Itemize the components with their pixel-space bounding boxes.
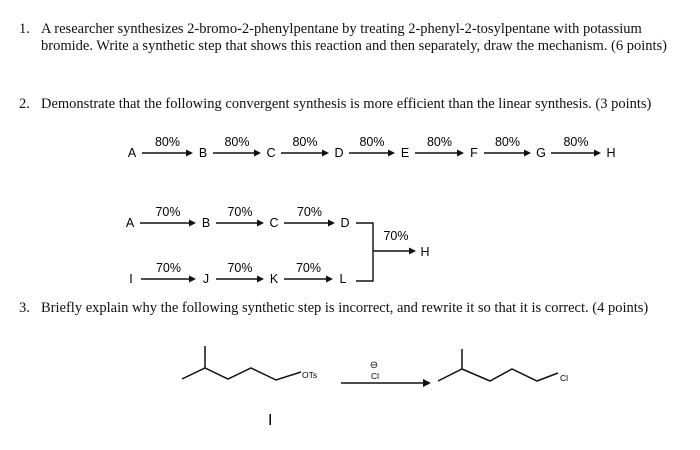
linear-yield-7: 80% (563, 135, 589, 149)
product-skeleton (438, 369, 558, 381)
linear-compound-F: F (470, 146, 478, 160)
convergent-branch2-yield-1: 70% (155, 261, 182, 275)
linear-arrow-1-head (186, 150, 193, 157)
linear-arrow-2-head (254, 150, 261, 157)
linear-compound-C: C (266, 146, 276, 160)
convergent-branch2-arrow-3-head (326, 276, 333, 283)
linear-synthesis-scheme (128, 135, 616, 160)
convergent-branch1-arrow-3-head (328, 220, 335, 227)
question-1-number: 1. (19, 21, 30, 37)
convergent-branch1-yield-3: 70% (296, 205, 323, 219)
convergent-branch1-yield-1: 70% (155, 205, 181, 219)
compound-label: I (268, 412, 273, 429)
convergent-branch2-compound-I: I (129, 272, 133, 286)
linear-compound-H: H (606, 146, 616, 160)
linear-compound-B: B (198, 146, 208, 160)
linear-compound-E: E (400, 146, 410, 160)
convergent-branch2-arrow-2-head (257, 276, 264, 283)
linear-yield-5: 80% (426, 135, 453, 149)
convergent-branch2-yield-3: 70% (295, 261, 322, 275)
question-2-number: 2. (19, 96, 30, 112)
convergent-synthesis-scheme (126, 205, 430, 286)
linear-yield-2: 80% (224, 135, 250, 149)
convergent-final-yield: 70% (383, 229, 409, 243)
convergent-branch1-arrow-1-head (189, 220, 196, 227)
linear-yield-1: 80% (154, 135, 181, 149)
reaction-scheme (182, 346, 568, 429)
convergent-branch2-compound-K: K (269, 272, 279, 286)
convergent-branch2-compound-L: L (339, 272, 347, 286)
linear-yield-4: 80% (359, 135, 385, 149)
linear-compound-A: A (127, 146, 137, 160)
starting-material-skeleton (182, 368, 301, 380)
linear-compound-D: D (334, 146, 344, 160)
reagent-charge: ⊖ (369, 360, 379, 371)
linear-arrow-5-head (457, 150, 464, 157)
question-3-text: Briefly explain why the following synthetic step is incorrect, and rewrite it so that it is correct. (4 points) (41, 300, 649, 316)
product-substituent-label: Cl (560, 373, 569, 383)
convergent-branch2-yield-2: 70% (227, 261, 253, 275)
convergent-product-H: H (420, 245, 430, 259)
convergent-final-arrow-head (409, 248, 416, 255)
question-3-number: 3. (19, 300, 30, 316)
linear-arrow-4-head (388, 150, 395, 157)
convergent-branch1-compound-D: D (340, 216, 350, 230)
leaving-group-label: OTs (302, 370, 318, 380)
convergent-branch1-arrow-2-head (257, 220, 264, 227)
linear-yield-3: 80% (292, 135, 318, 149)
linear-yield-6: 80% (494, 135, 521, 149)
linear-arrow-3-head (322, 150, 329, 157)
convergent-branch1-compound-B: B (201, 216, 211, 230)
linear-arrow-7-head (594, 150, 601, 157)
convergent-branch2-arrow-1-head (189, 276, 196, 283)
convergent-branch1-compound-C: C (269, 216, 279, 230)
question-1-text: A researcher synthesizes 2-bromo-2-phenylpentane by treating 2-phenyl-2-tosylpentane with potassium bromide. Write a synthetic step that shows this reaction and then separately, draw the mechanism. (6 points) (41, 21, 667, 54)
convergent-branch2-compound-J: J (202, 272, 210, 286)
reagent-label: Cl (370, 371, 380, 381)
linear-arrow-6-head (524, 150, 531, 157)
reaction-arrowhead (423, 379, 431, 387)
convergence-bracket (356, 223, 373, 281)
convergent-branch1-compound-A: A (125, 216, 135, 230)
linear-compound-G: G (536, 146, 546, 160)
convergent-branch1-yield-2: 70% (227, 205, 253, 219)
question-2-text: Demonstrate that the following convergent synthesis is more efficient than the linear synthesis. (3 points) (41, 96, 652, 112)
